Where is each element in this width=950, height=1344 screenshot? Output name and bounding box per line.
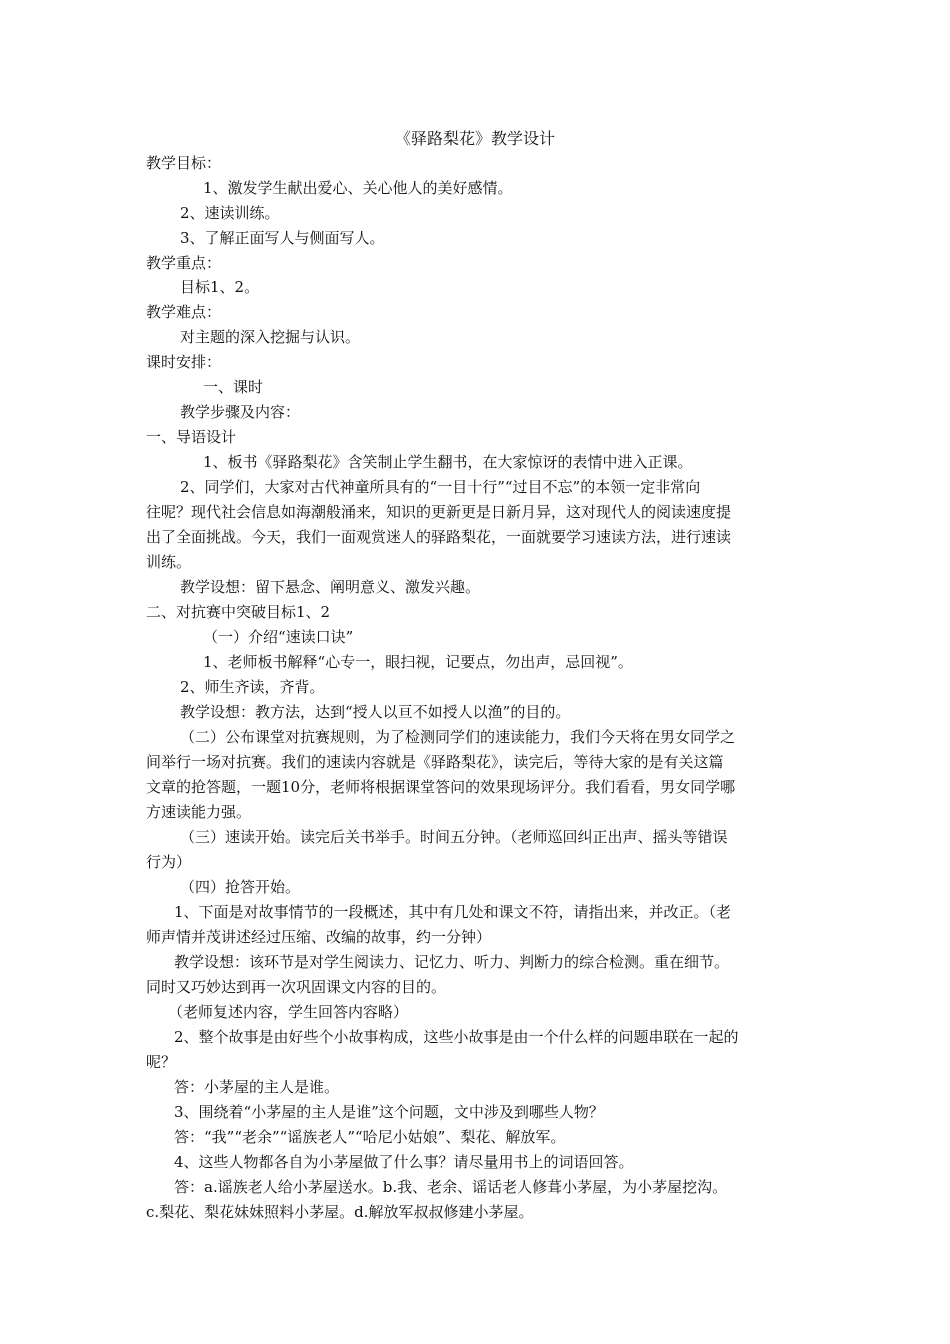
section-heading-intro: 一、导语设计 <box>146 428 237 446</box>
paragraph-line: 4、这些人物都各自为小茅屋做了什么事？请尽量用书上的词语回答。 <box>174 1153 634 1171</box>
paragraph-line: 答：“我”“老余”“谣族老人”“哈尼小姑娘”、梨花、解放军。 <box>174 1128 566 1146</box>
paragraph-line: 1、板书《驿路梨花》含笑制止学生翻书，在大家惊讶的表情中进入正课。 <box>203 453 693 471</box>
paragraph-line: 间举行一场对抗赛。我们的速读内容就是《驿路梨花》，读完后，等待大家的是有关这篇 <box>146 753 724 771</box>
paragraph-line: 2、速读训练。 <box>180 204 280 222</box>
section-heading-schedule: 课时安排： <box>146 353 222 371</box>
paragraph-line: 答：a.谣族老人给小茅屋送水。b.我、老余、谣话老人修葺小茅屋，为小茅屋挖沟。 <box>174 1178 728 1196</box>
paragraph-line: （老师复述内容，学生回答内容略） <box>168 1003 409 1021</box>
paragraph-line: 答：小茅屋的主人是谁。 <box>174 1078 340 1096</box>
section-heading-contest: 二、对抗赛中突破目标1、2 <box>146 603 331 621</box>
paragraph-line: 1、下面是对故事情节的一段概述，其中有几处和课文不符，请指出来，并改正。（老 <box>174 903 732 921</box>
paragraph-line: 3、围绕着“小茅屋的主人是谁”这个问题，文中涉及到哪些人物？ <box>174 1103 604 1121</box>
paragraph-line: 呢？ <box>146 1053 177 1071</box>
paragraph-line: 对主题的深入挖掘与认识。 <box>180 328 361 346</box>
paragraph-line: 教学设想：教方法，达到“授人以亘不如授人以渔”的目的。 <box>180 703 571 721</box>
paragraph-line: 1、激发学生献出爱心、关心他人的美好感情。 <box>203 179 513 197</box>
paragraph-line: 出了全面挑战。今天，我们一面观赏迷人的驿路梨花，一面就要学习速读方法，进行速读 <box>146 528 732 546</box>
section-heading-key-points: 教学重点： <box>146 254 222 272</box>
document-title: 《驿路梨花》教学设计 <box>394 129 555 148</box>
paragraph-line: 文章的抢答题，一题10分，老师将根据课堂答问的效果现场评分。我们看看，男女同学哪 <box>146 778 736 796</box>
paragraph-line: （四）抢答开始。 <box>180 878 301 896</box>
paragraph-line: 教学步骤及内容： <box>180 403 301 421</box>
paragraph-line: 2、整个故事是由好些个小故事构成，这些小故事是由一个什么样的问题串联在一起的 <box>174 1028 739 1046</box>
paragraph-line: 方速读能力强。 <box>146 803 252 821</box>
paragraph-line: 同时又巧妙达到再一次巩固课文内容的目的。 <box>146 978 447 996</box>
section-heading-difficulties: 教学难点： <box>146 303 222 321</box>
paragraph-line: 训练。 <box>146 553 192 571</box>
paragraph-line: 一、课时 <box>203 378 264 396</box>
paragraph-line: 行为） <box>146 853 192 871</box>
paragraph-line: （二）公布课堂对抗赛规则，为了检测同学们的速读能力，我们今天将在男女同学之 <box>180 728 736 746</box>
paragraph-line: 1、老师板书解释“心专一，眼扫视，记要点，勿出声，忌回视”。 <box>203 653 633 671</box>
paragraph-line: （一）介绍“速读口诀” <box>203 628 354 646</box>
paragraph-line: （三）速读开始。读完后关书举手。时间五分钟。（老师巡回纠正出声、摇头等错误 <box>180 828 728 846</box>
paragraph-line: c.梨花、梨花妹妹照料小茅屋。d.解放军叔叔修建小茅屋。 <box>146 1203 534 1221</box>
paragraph-line: 2、同学们，大家对古代神童所具有的“一目十行”“过目不忘”的本领一定非常向 <box>180 478 701 496</box>
paragraph-line: 往呢？现代社会信息如海潮般涌来，知识的更新更是日新月异，这对现代人的阅读速度提 <box>146 503 732 521</box>
paragraph-line: 教学设想：该环节是对学生阅读力、记忆力、听力、判断力的综合检测。重在细节。 <box>174 953 730 971</box>
paragraph-line: 教学设想：留下悬念、阐明意义、激发兴趣。 <box>180 578 481 596</box>
paragraph-line: 师声情并茂讲述经过压缩、改编的故事，约一分钟） <box>146 928 492 946</box>
paragraph-line: 2、师生齐读，齐背。 <box>180 678 325 696</box>
paragraph-line: 3、了解正面写人与侧面写人。 <box>180 229 385 247</box>
section-heading-goals: 教学目标： <box>146 154 222 172</box>
paragraph-line: 目标1、2。 <box>180 278 260 296</box>
